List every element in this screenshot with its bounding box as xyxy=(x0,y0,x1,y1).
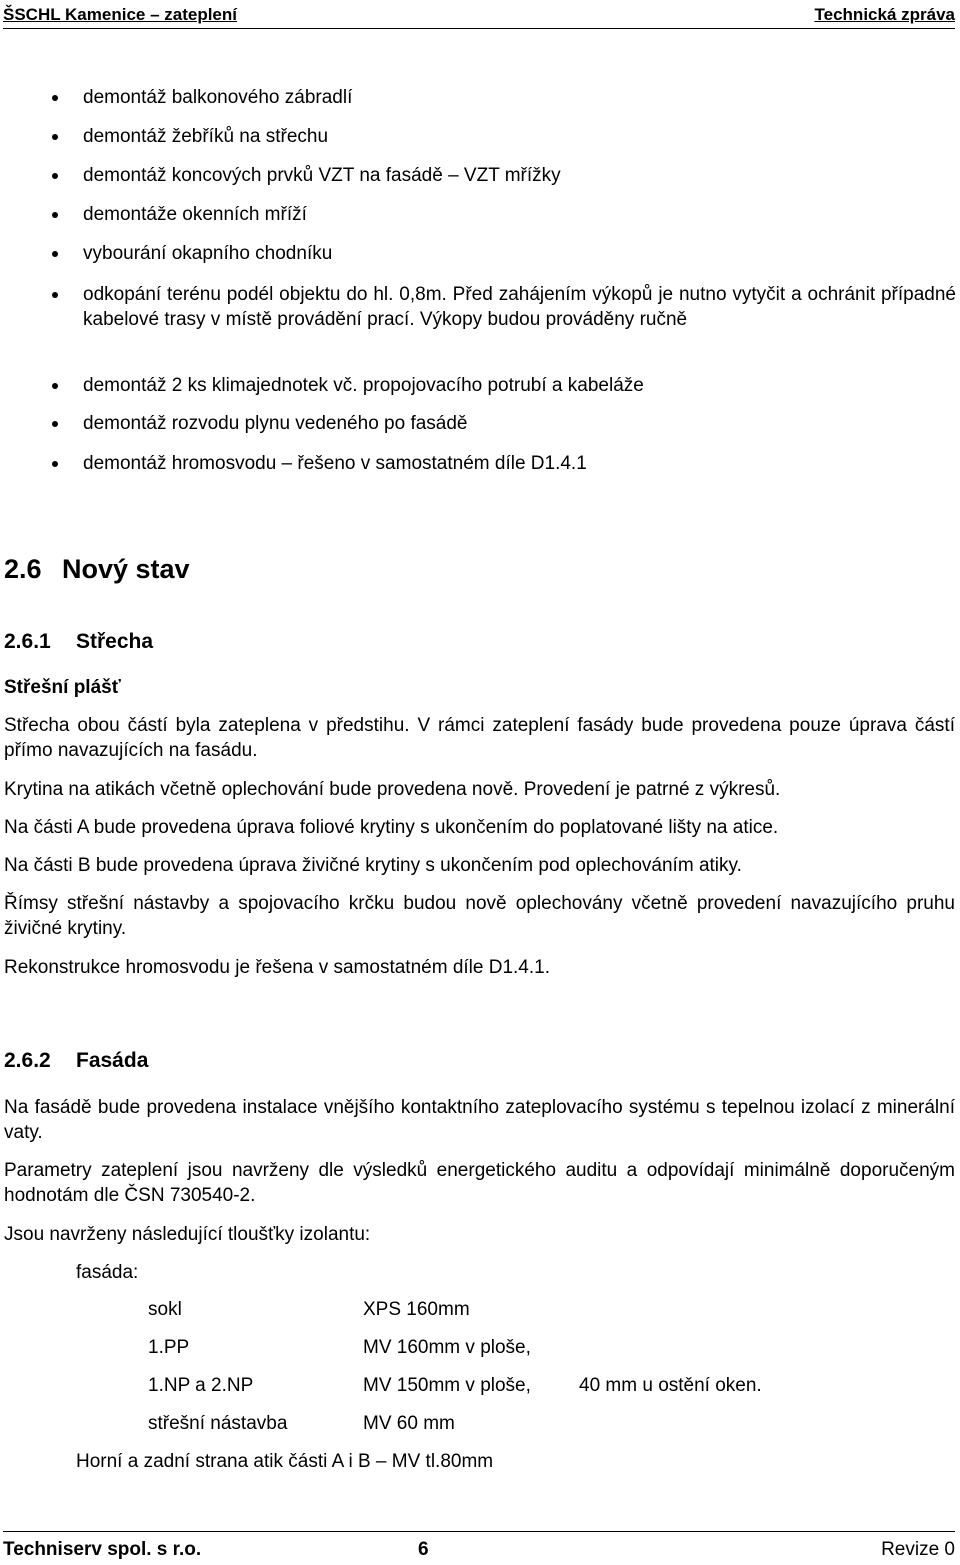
section-number: 2.6 xyxy=(4,554,42,584)
table-cell-material: MV 160mm v ploše, xyxy=(363,1337,531,1358)
table-cell-note: 40 mm u ostění oken. xyxy=(579,1375,762,1396)
page-header xyxy=(3,4,955,29)
paragraph: Na fasádě bude provedena instalace vnějšího kontaktního zateplovacího systému s tepelnou izolací z minerální vaty. xyxy=(4,1097,955,1143)
table-cell-part: sokl xyxy=(148,1299,182,1320)
table-cell-material: XPS 160mm xyxy=(363,1299,470,1320)
section-title: Střecha xyxy=(76,630,154,653)
subheading-roof-cladding: Střešní plášť xyxy=(4,677,121,698)
section-heading-roof xyxy=(4,629,153,655)
section-heading-facade xyxy=(4,1048,148,1074)
list-item-text: demontáž žebříků na střechu xyxy=(83,126,329,147)
table-cell-material: MV 60 mm xyxy=(363,1413,455,1434)
bullet-icon xyxy=(52,134,58,140)
header-project-title: ŠSCHL Kamenice – zateplení xyxy=(3,5,237,24)
table-cell-material: MV 150mm v ploše, xyxy=(363,1375,531,1396)
facade-label: fasáda: xyxy=(76,1262,139,1283)
paragraph: Na části A bude provedena úprava foliové krytiny s ukončením do poplatované lišty na atice. xyxy=(4,817,779,838)
section-title: Fasáda xyxy=(76,1049,149,1072)
attic-insulation-note: Horní a zadní strana atik části A i B – MV tl.80mm xyxy=(76,1451,494,1472)
list-item-text: demontáž rozvodu plynu vedeného po fasádě xyxy=(83,413,468,434)
paragraph: Rekonstrukce hromosvodu je řešena v samostatném díle D1.4.1. xyxy=(4,957,550,978)
list-item-text: odkopání terénu podél objektu do hl. 0,8m. Před zahájením výkopů je nutno vytyčit a ochránit případné kabelové trasy v místě provádění prací. Výkopy budou prováděny ručně xyxy=(83,284,956,330)
list-item-text: vybourání okapního chodníku xyxy=(83,243,333,264)
page-footer xyxy=(3,1531,955,1562)
footer-company: Techniserv spol. s r.o. xyxy=(3,1539,202,1560)
list-item-text: demontáž 2 ks klimajednotek vč. propojovacího potrubí a kabeláže xyxy=(83,375,644,396)
footer-revision: Revize 0 xyxy=(881,1539,955,1560)
table-cell-part: střešní nástavba xyxy=(148,1413,288,1434)
paragraph: Krytina na atikách včetně oplechování bude provedena nově. Provedení je patrné z výkresů. xyxy=(4,779,781,800)
section-number: 2.6.2 xyxy=(4,1049,51,1072)
paragraph: Římsy střešní nástavby a spojovacího krčku budou nově oplechovány včetně provedení navazujícího pruhu živičné krytiny. xyxy=(4,893,955,939)
paragraph: Střecha obou částí byla zateplena v předstihu. V rámci zateplení fasády bude provedena pouze úprava částí přímo navazujících na fasádu. xyxy=(4,715,955,761)
bullet-icon xyxy=(52,95,58,101)
list-item-text: demontáže okenních mříží xyxy=(83,204,307,225)
paragraph: Na části B bude provedena úprava živičné krytiny s ukončením pod oplechováním atiky. xyxy=(4,855,742,876)
table-cell-part: 1.PP xyxy=(148,1337,190,1358)
header-document-type: Technická zpráva xyxy=(814,5,955,24)
bullet-icon xyxy=(52,421,58,427)
list-item-text: demontáž balkonového zábradlí xyxy=(83,87,353,108)
section-number: 2.6.1 xyxy=(4,630,51,653)
paragraph: Jsou navrženy následující tloušťky izolantu: xyxy=(4,1224,371,1245)
bullet-icon xyxy=(52,173,58,179)
paragraph: Parametry zateplení jsou navrženy dle výsledků energetického auditu a odpovídají minimálně doporučeným hodnotám dle ČSN 730540-2. xyxy=(4,1160,955,1206)
section-title: Nový stav xyxy=(62,554,190,584)
table-cell-part: 1.NP a 2.NP xyxy=(148,1375,254,1396)
bullet-icon xyxy=(52,383,58,389)
section-heading-new-state xyxy=(4,553,190,585)
bullet-icon xyxy=(52,292,58,298)
bullet-icon xyxy=(52,212,58,218)
bullet-icon xyxy=(52,461,58,467)
footer-page-number: 6 xyxy=(418,1539,429,1560)
list-item-text: demontáž hromosvodu – řešeno v samostatném díle D1.4.1 xyxy=(83,453,587,474)
list-item-text: demontáž koncových prvků VZT na fasádě – VZT mřížky xyxy=(83,165,561,186)
bullet-icon xyxy=(52,251,58,257)
